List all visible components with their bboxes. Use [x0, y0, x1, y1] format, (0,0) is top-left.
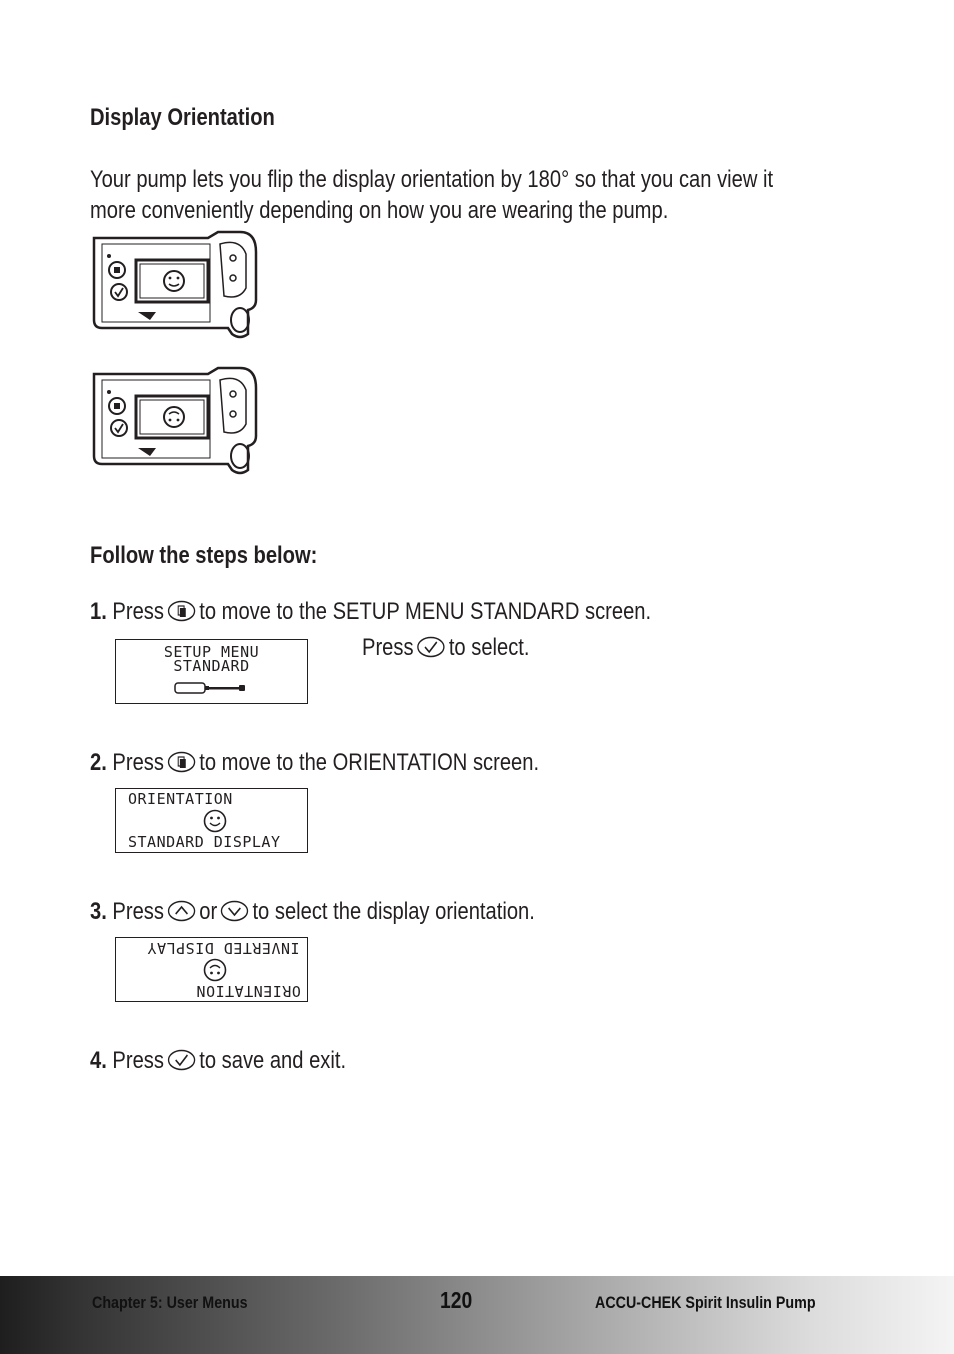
menu-button-icon [167, 751, 196, 773]
step-1: 1. Press to move to the SETUP MENU STANDARD screen. [90, 598, 652, 625]
step-4: 4. Press to save and exit. [90, 1047, 347, 1074]
smiley-icon [203, 958, 227, 982]
section-title: Display Orientation [90, 104, 275, 131]
menu-button-icon [167, 600, 196, 622]
check-button-icon [417, 636, 446, 658]
step-number: 2. [90, 749, 107, 776]
lcd-orientation-inverted [115, 937, 308, 1002]
pump-illustration-inverted [90, 366, 272, 478]
screwdriver-icon [173, 680, 249, 696]
lcd-orientation-standard [115, 788, 308, 853]
step-number: 3. [90, 898, 107, 925]
page-footer: Chapter 5: User Menus 120 ACCU-CHEK Spirit Insulin Pump [0, 1276, 954, 1354]
check-button-icon [167, 1049, 196, 1071]
lcd-line-2: STANDARD DISPLAY [128, 833, 281, 851]
pump-illustration-standard [90, 230, 272, 342]
smiley-icon [203, 809, 227, 833]
lcd-line-1: INVERTED DISPLAY [146, 939, 299, 957]
up-button-icon [167, 900, 196, 922]
lcd-line-2: STANDARD [173, 657, 250, 675]
lcd-line-2: ORIENTATION [196, 982, 301, 1000]
down-button-icon [221, 900, 250, 922]
lcd-line-1: SETUP MENU [163, 643, 260, 661]
lcd-line-1: ORIENTATION [128, 790, 233, 808]
step-3: 3. Press or to select the display orientation. [90, 898, 535, 925]
steps-heading: Follow the steps below: [90, 542, 318, 569]
step-number: 1. [90, 598, 107, 625]
lcd-setup-menu [115, 639, 308, 704]
step-2: 2. Press to move to the ORIENTATION screen. [90, 749, 540, 776]
step-1-select-note: Press to select. [362, 634, 530, 661]
step-number: 4. [90, 1047, 107, 1074]
intro-paragraph: Your pump lets you flip the display orientation by 180° so that you can view it more conveniently depending on how you are wearing the pump. [90, 166, 774, 224]
